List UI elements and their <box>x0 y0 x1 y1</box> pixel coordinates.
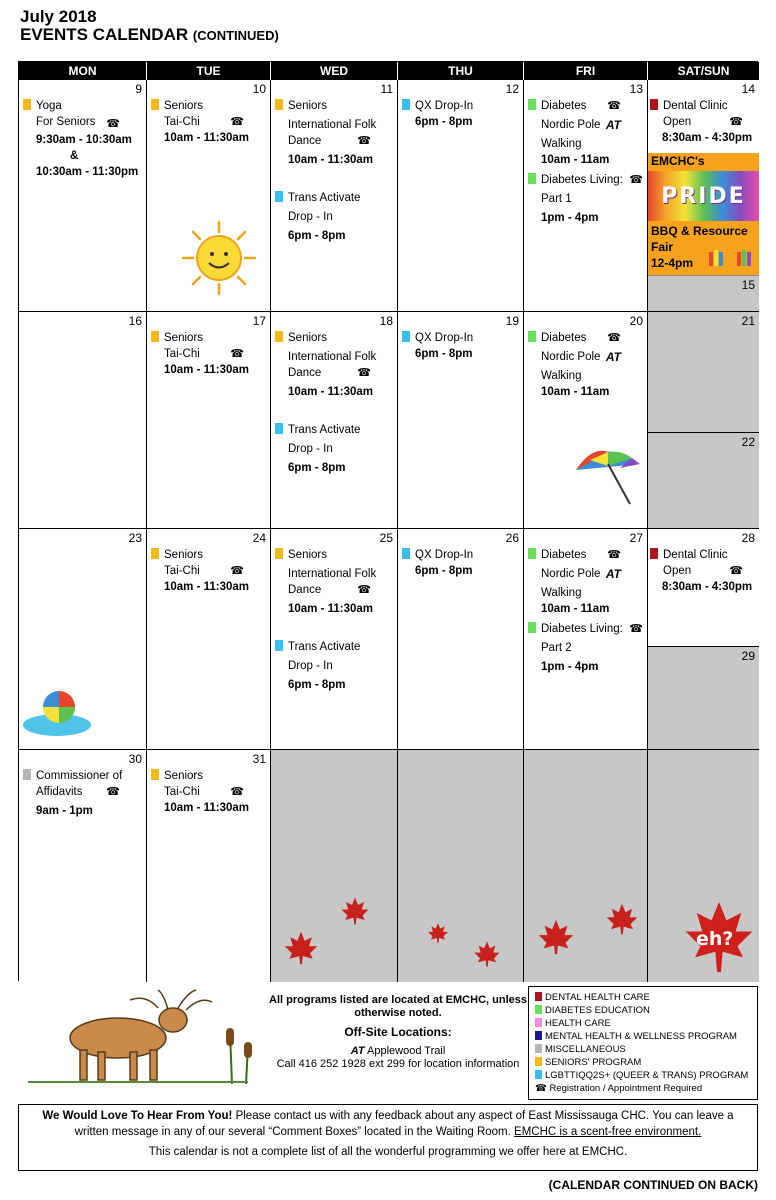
day-cell-27 <box>524 529 648 750</box>
day-cell-14 <box>648 80 759 276</box>
day-cell-23 <box>19 529 147 750</box>
legend-item-registration: ☎ Registration / Appointment Required <box>535 1083 703 1094</box>
lgbt-color-marker <box>402 331 410 342</box>
seniors-color-marker <box>151 99 159 110</box>
seniors-color-marker <box>23 99 31 110</box>
day-number: 14 <box>741 82 755 96</box>
offsite-location: AT Applewood Trail <box>350 1045 446 1057</box>
day-cell-21 <box>648 312 759 433</box>
maple-leaf-icon <box>536 918 576 956</box>
eh-text: eh? <box>696 928 734 950</box>
phone-icon: ☎ <box>729 565 743 577</box>
calendar-title: EVENTS CALENDAR (CONTINUED) <box>20 25 279 44</box>
day-cell-15 <box>648 276 759 312</box>
sun-icon <box>179 218 259 298</box>
event-folk-dance: Seniors International Folk Dance ☎ 10am - 11:30am <box>275 98 393 168</box>
pride-banner: PRIDE <box>648 171 759 221</box>
lgbt-color-marker <box>275 640 283 651</box>
event-tai-chi: Seniors Tai-Chi ☎ 10am - 11:30am <box>151 768 266 816</box>
day-cell-22 <box>648 433 759 529</box>
seniors-color-marker <box>151 331 159 342</box>
legend-item-seniors: SENIORS' PROGRAM <box>535 1056 751 1069</box>
misc-color-marker <box>23 769 31 780</box>
legend-item-diabetes: DIABETES EDUCATION <box>535 1004 751 1017</box>
day-number: 12 <box>505 82 519 96</box>
event-nordic-pole: Diabetes ☎ Nordic Pole AT Walking 10am - 11am <box>528 547 643 617</box>
legend-item-lgbt: LGBTTIQQ2S+ (QUEER & TRANS) PROGRAM <box>535 1069 751 1082</box>
day-cell-20 <box>524 312 648 529</box>
day-number: 21 <box>741 314 755 328</box>
maple-leaf-icon <box>604 902 640 936</box>
event-nordic-pole: Diabetes ☎ Nordic Pole AT Walking 10am - 11am <box>528 330 643 400</box>
lgbt-color-marker <box>402 99 410 110</box>
day-cell-18 <box>271 312 398 529</box>
day-header-thu: THU <box>398 62 524 80</box>
day-header-satsun: SAT/SUN <box>648 62 759 80</box>
day-cell-13 <box>524 80 648 312</box>
moose-illustration-icon <box>18 988 258 1088</box>
day-number: 27 <box>629 531 643 545</box>
event-tai-chi: Seniors Tai-Chi ☎ 10am - 11:30am <box>151 547 266 595</box>
lgbt-color-marker <box>402 548 410 559</box>
event-tai-chi: Seniors Tai-Chi ☎ 10am - 11:30am <box>151 98 266 146</box>
empty-cell <box>398 750 524 982</box>
event-qx-drop-in: QX Drop-In 6pm - 8pm <box>402 330 519 362</box>
lgbt-color-marker <box>275 191 283 202</box>
day-number: 17 <box>252 314 266 328</box>
day-number: 30 <box>128 752 142 766</box>
feedback-box <box>18 1104 758 1171</box>
event-commissioner-affidavits: Commissioner of Affidavits ☎ 9am - 1pm <box>23 768 142 819</box>
at-location-mark: AT <box>605 350 621 364</box>
event-dental-clinic: Dental Clinic Open ☎ 8:30am - 4:30pm <box>650 547 757 595</box>
phone-icon: ☎ <box>629 623 643 635</box>
day-number: 18 <box>379 314 393 328</box>
dental-color-marker <box>650 99 658 110</box>
day-number: 10 <box>252 82 266 96</box>
event-folk-dance: Seniors International Folk Dance ☎ 10am - 11:30am <box>275 330 393 400</box>
day-cell-19 <box>398 312 524 529</box>
day-number: 20 <box>629 314 643 328</box>
day-header-wed: WED <box>271 62 398 80</box>
phone-icon: ☎ <box>729 116 743 128</box>
day-cell-17 <box>147 312 271 529</box>
day-cell-26 <box>398 529 524 750</box>
event-diabetes-living: Diabetes Living: ☎ Part 1 1pm - 4pm <box>528 172 643 226</box>
month-year: July 2018 <box>20 7 97 26</box>
continued-note: (CALENDAR CONTINUED ON BACK) <box>548 1178 758 1192</box>
legend-item-health: HEALTH CARE <box>535 1017 751 1030</box>
info-area <box>18 986 758 1104</box>
event-qx-drop-in: QX Drop-In 6pm - 8pm <box>402 547 519 579</box>
day-number: 22 <box>741 435 755 449</box>
feedback-lead: We Would Love To Hear From You! <box>42 1110 233 1122</box>
phone-icon: ☎ <box>357 584 371 596</box>
event-yoga: Yoga For Seniors ☎ 9:30am - 10:30am & 10:30am - 11:30pm <box>23 98 142 180</box>
legend-item-mental: MENTAL HEALTH & WELLNESS PROGRAM <box>535 1030 751 1043</box>
day-number: 11 <box>380 82 393 96</box>
day-cell-9 <box>19 80 147 312</box>
day-cell-12 <box>398 80 524 312</box>
day-cell-29 <box>648 647 759 750</box>
calendar-grid <box>18 61 758 981</box>
phone-icon: ☎ <box>106 786 120 798</box>
event-tai-chi: Seniors Tai-Chi ☎ 10am - 11:30am <box>151 330 266 378</box>
day-cell-28 <box>648 529 759 647</box>
diabetes-color-marker <box>528 548 536 559</box>
page-header <box>20 8 279 45</box>
day-cell-24 <box>147 529 271 750</box>
beach-ball-pool-icon <box>21 681 97 739</box>
dental-color-marker <box>650 548 658 559</box>
day-header-fri: FRI <box>524 62 648 80</box>
day-cell-10 <box>147 80 271 312</box>
empty-cell <box>648 750 759 982</box>
phone-icon: ☎ <box>535 1083 547 1094</box>
day-number: 25 <box>379 531 393 545</box>
day-header-mon: MON <box>19 62 147 80</box>
maple-leaf-icon <box>339 896 371 926</box>
at-location-mark: AT <box>605 567 621 581</box>
phone-icon: ☎ <box>357 367 371 379</box>
phone-icon: ☎ <box>230 565 244 577</box>
feedback-note: This calendar is not a complete list of all the wonderful programming we offer here at EMCHC. <box>148 1146 628 1158</box>
phone-icon: ☎ <box>607 332 621 344</box>
phone-icon: ☎ <box>629 174 643 186</box>
seniors-color-marker <box>275 99 283 110</box>
phone-icon: ☎ <box>230 786 244 798</box>
umbrella-icon <box>572 442 644 506</box>
event-trans-activate: Trans Activate Drop - In 6pm - 8pm <box>275 190 393 244</box>
rainbow-hands-icon <box>707 246 753 268</box>
day-number: 26 <box>505 531 519 545</box>
diabetes-color-marker <box>528 99 536 110</box>
day-number: 15 <box>741 278 755 292</box>
diabetes-color-marker <box>528 173 536 184</box>
offsite-call: Call 416 252 1928 ext 299 for location information <box>276 1058 520 1070</box>
day-number: 16 <box>128 314 142 328</box>
phone-icon: ☎ <box>607 100 621 112</box>
day-number: 29 <box>741 649 755 663</box>
phone-icon: ☎ <box>230 348 244 360</box>
day-cell-30 <box>19 750 147 982</box>
event-folk-dance: Seniors International Folk Dance ☎ 10am - 11:30am <box>275 547 393 617</box>
location-note: All programs listed are located at EMCHC, unless otherwise noted. <box>269 994 527 1019</box>
phone-icon: ☎ <box>357 135 371 147</box>
legend <box>528 986 758 1100</box>
maple-leaf-icon <box>281 930 321 966</box>
day-cell-16 <box>19 312 147 529</box>
empty-cell <box>524 750 648 982</box>
day-cell-31 <box>147 750 271 982</box>
calendar-subtitle: (CONTINUED) <box>192 28 279 43</box>
day-cell-11 <box>271 80 398 312</box>
phone-icon: ☎ <box>106 118 120 130</box>
phone-icon: ☎ <box>230 116 244 128</box>
at-location-mark: AT <box>605 118 621 132</box>
seniors-color-marker <box>151 548 159 559</box>
event-diabetes-living: Diabetes Living: ☎ Part 2 1pm - 4pm <box>528 621 643 675</box>
pride-bbq-event: EMCHC's PRIDE BBQ & Resource Fair 12-4pm <box>648 153 759 276</box>
event-dental-clinic: Dental Clinic Open ☎ 8:30am - 4:30pm <box>650 98 757 146</box>
day-number: 28 <box>741 531 755 545</box>
scent-free-note: EMCHC is a scent-free environment. <box>514 1126 702 1138</box>
offsite-title: Off-Site Locations: <box>344 1025 452 1039</box>
day-number: 24 <box>252 531 266 545</box>
diabetes-color-marker <box>528 331 536 342</box>
seniors-color-marker <box>275 548 283 559</box>
day-number: 9 <box>135 82 142 96</box>
feedback-text: Please contact us with any feedback about any aspect of East Mississauga CHC. You can leave a written message in any of our several “Comment Boxes” located in the Waiting Room. <box>74 1110 734 1138</box>
day-header-tue: TUE <box>147 62 271 80</box>
event-trans-activate: Trans Activate Drop - In 6pm - 8pm <box>275 639 393 693</box>
maple-leaf-icon <box>426 922 450 944</box>
seniors-color-marker <box>151 769 159 780</box>
empty-cell <box>271 750 398 982</box>
day-number: 31 <box>252 752 266 766</box>
day-cell-25 <box>271 529 398 750</box>
event-nordic-pole: Diabetes ☎ Nordic Pole AT Walking 10am - 11am <box>528 98 643 168</box>
event-qx-drop-in: QX Drop-In 6pm - 8pm <box>402 98 519 130</box>
seniors-color-marker <box>275 331 283 342</box>
location-info <box>258 994 538 1071</box>
legend-item-dental: DENTAL HEALTH CARE <box>535 991 751 1004</box>
maple-leaf-icon <box>472 940 502 968</box>
day-number: 19 <box>505 314 519 328</box>
day-number: 13 <box>629 82 643 96</box>
phone-icon: ☎ <box>607 549 621 561</box>
day-number: 23 <box>128 531 142 545</box>
diabetes-color-marker <box>528 622 536 633</box>
event-trans-activate: Trans Activate Drop - In 6pm - 8pm <box>275 422 393 476</box>
legend-item-misc: MISCELLANEOUS <box>535 1043 751 1056</box>
lgbt-color-marker <box>275 423 283 434</box>
